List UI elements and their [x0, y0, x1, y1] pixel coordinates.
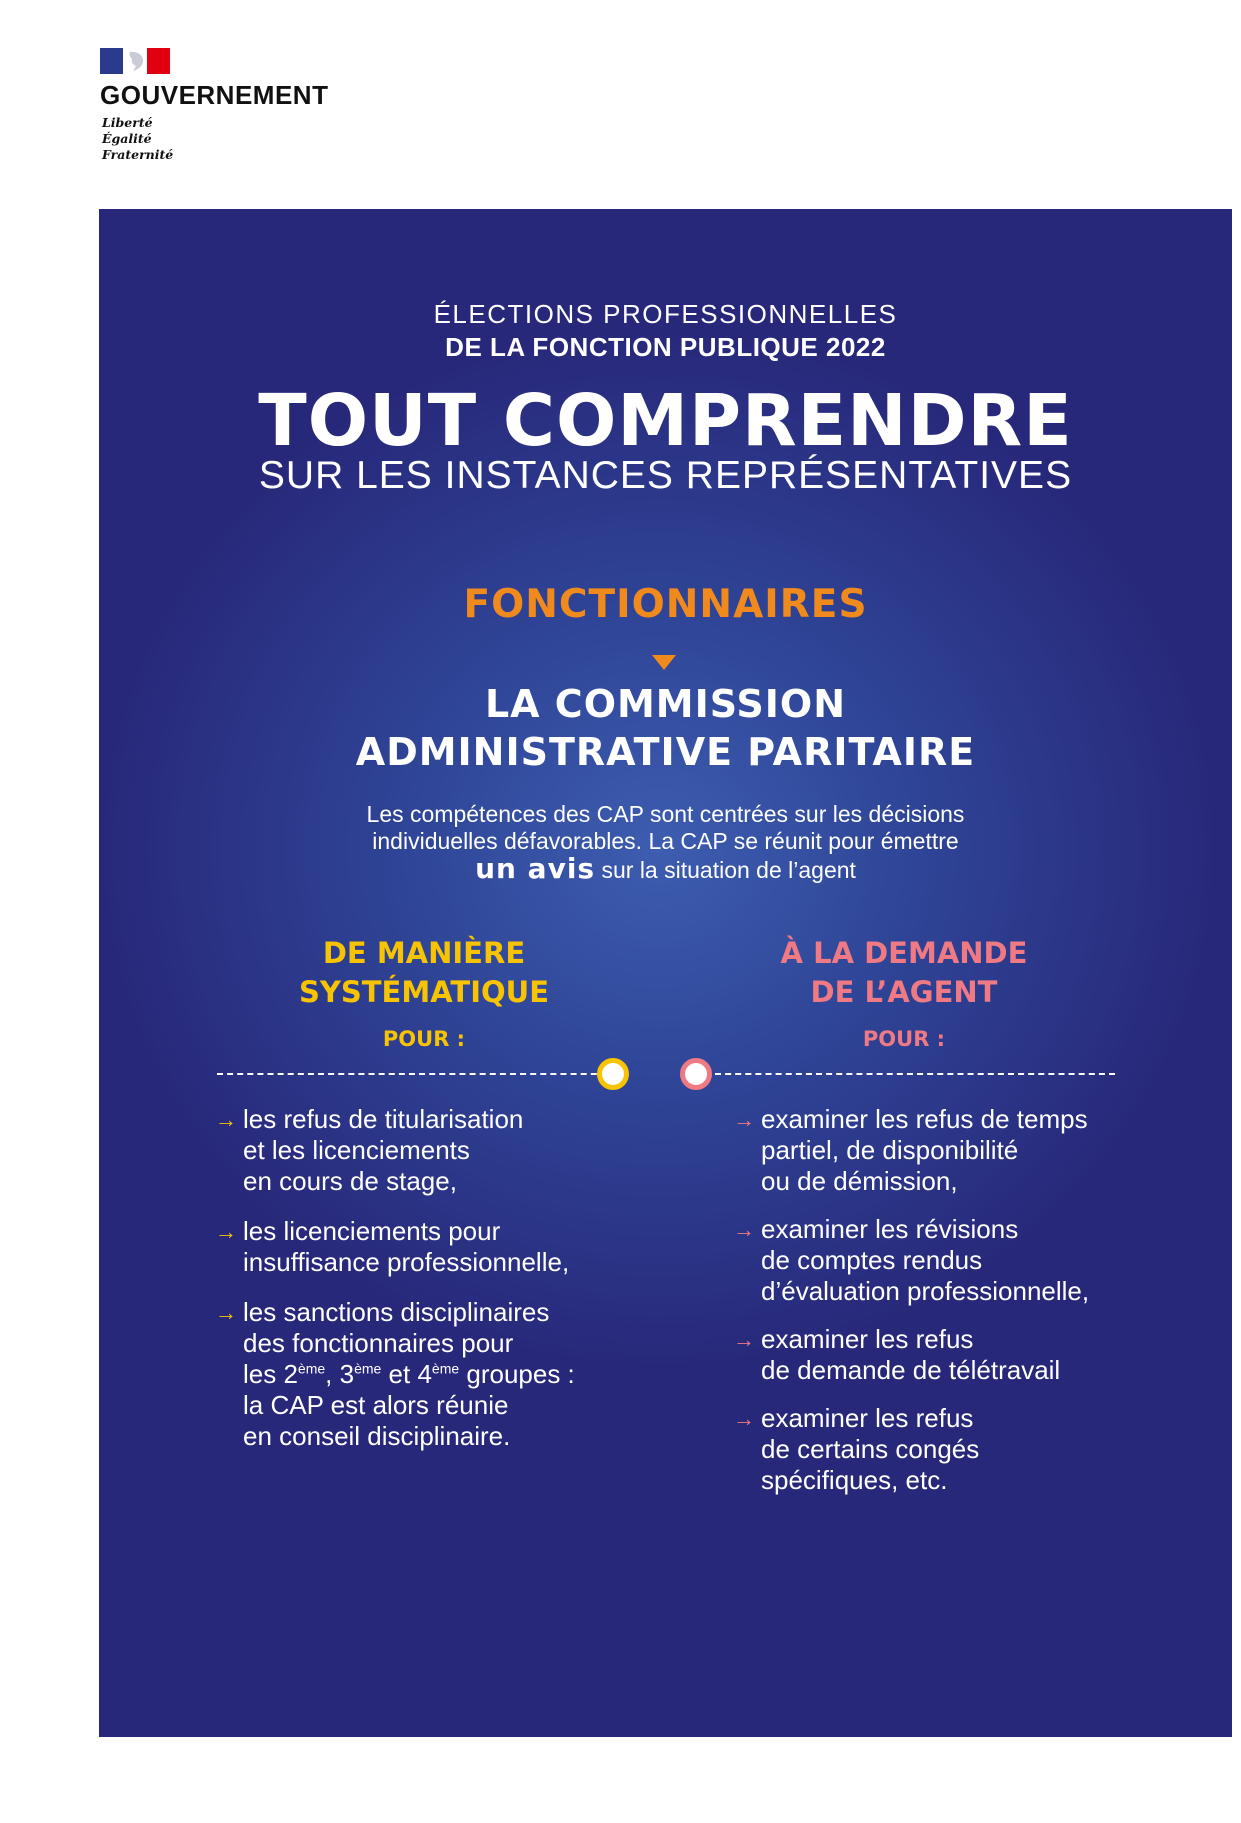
list-item: [733, 1104, 1153, 1197]
arrow-right-icon: →: [733, 1217, 755, 1242]
left-pour-label: POUR :: [382, 1027, 466, 1051]
list-item-line: examiner les refus: [761, 1324, 974, 1354]
text-fragment: groupes :: [459, 1359, 575, 1389]
list-item: [215, 1104, 635, 1197]
right-heading-line-2: DE L’AGENT: [810, 975, 998, 1009]
description-bold: un avis: [475, 852, 596, 885]
list-item: [733, 1214, 1153, 1307]
yellow-dot-icon: [597, 1058, 629, 1090]
list-item-line: de comptes rendus: [761, 1245, 983, 1275]
superscript: ème: [431, 1360, 460, 1377]
motto-fraternite: Fraternité: [102, 147, 174, 162]
left-heading-line-1: DE MANIÈRE: [322, 936, 526, 970]
arrow-right-icon: →: [215, 1107, 237, 1132]
list-item-line: des fonctionnaires pour: [243, 1328, 514, 1358]
list-item-line: de certains congés: [761, 1434, 980, 1464]
right-heading-line-1: À LA DEMANDE: [780, 936, 1028, 970]
text-fragment: et 4: [381, 1359, 432, 1389]
pre-title-1: ÉLECTIONS PROFESSIONNELLES: [433, 299, 898, 329]
list-item-line: ou de démission,: [761, 1166, 958, 1196]
motto-egalite: Égalité: [102, 131, 152, 146]
list-item-line: examiner les refus de temps: [761, 1104, 1088, 1134]
list-item-line: spécifiques, etc.: [761, 1465, 948, 1495]
arrow-right-icon: →: [215, 1219, 237, 1244]
description-end: sur la situation de l’agent: [595, 857, 856, 883]
list-item-line: les refus de titularisation: [243, 1104, 524, 1134]
government-logo: [100, 48, 360, 168]
list-item-line: et les licenciements: [243, 1135, 470, 1165]
list-item-line: les licenciements pour: [243, 1216, 501, 1246]
list-item-line: la CAP est alors réunie: [243, 1390, 509, 1420]
right-column-heading: [754, 934, 1054, 1012]
description: [99, 801, 1232, 884]
superscript: ème: [354, 1360, 382, 1377]
list-item-line: d’évaluation professionnelle,: [761, 1276, 1090, 1306]
list-item-line: les sanctions disciplinaires: [243, 1297, 550, 1327]
list-item-line: partiel, de disponibilité: [761, 1135, 1019, 1165]
pre-title-2: DE LA FONCTION PUBLIQUE 2022: [445, 332, 886, 362]
left-list: [215, 1104, 635, 1471]
arrow-right-icon: →: [733, 1327, 755, 1352]
section-title: FONCTIONNAIRES: [463, 582, 868, 627]
list-item-line: examiner les révisions: [761, 1214, 1019, 1244]
text-fragment: , 3: [325, 1359, 355, 1389]
marianne-flag-icon: [100, 48, 170, 74]
motto: [102, 115, 173, 163]
list-item-line: insuffisance professionnelle,: [243, 1247, 570, 1277]
left-column-heading: [274, 934, 574, 1012]
government-label: GOUVERNEMENT: [100, 80, 329, 110]
arrow-right-icon: →: [733, 1406, 755, 1431]
subtitle: SUR LES INSTANCES REPRÉSENTATIVES: [258, 454, 1073, 497]
description-line-3: [99, 852, 1232, 885]
poster: [99, 209, 1232, 1737]
list-item-line: [243, 1359, 635, 1390]
commission-title-2: ADMINISTRATIVE PARITAIRE: [355, 730, 976, 774]
list-item: [215, 1216, 635, 1278]
description-line-2: individuelles défavorables. La CAP se réunit pour émettre: [372, 828, 959, 854]
list-item-line: en cours de stage,: [243, 1166, 457, 1196]
commission-title-1: LA COMMISSION: [484, 682, 847, 726]
left-dashed-divider: [217, 1073, 617, 1075]
arrow-right-icon: →: [215, 1300, 237, 1325]
main-title: TOUT COMPRENDRE: [258, 379, 1073, 462]
left-heading-line-2: SYSTÉMATIQUE: [299, 975, 549, 1009]
motto-liberte: Liberté: [102, 115, 153, 130]
superscript: ème: [297, 1360, 326, 1377]
triangle-down-icon: [652, 655, 676, 670]
right-pour-label: POUR :: [862, 1027, 946, 1051]
arrow-right-icon: →: [733, 1107, 755, 1132]
right-dashed-divider: [715, 1073, 1115, 1075]
list-item-line: examiner les refus: [761, 1403, 974, 1433]
list-item: [733, 1324, 1153, 1386]
text-fragment: les 2: [243, 1359, 298, 1389]
list-item-line: de demande de télétravail: [761, 1355, 1061, 1385]
list-item-line: en conseil disciplinaire.: [243, 1421, 511, 1451]
list-item: [215, 1297, 635, 1452]
description-line-1: Les compétences des CAP sont centrées sur les décisions: [366, 801, 965, 827]
pink-dot-icon: [680, 1058, 712, 1090]
list-item: [733, 1403, 1153, 1496]
right-list: [733, 1104, 1153, 1513]
